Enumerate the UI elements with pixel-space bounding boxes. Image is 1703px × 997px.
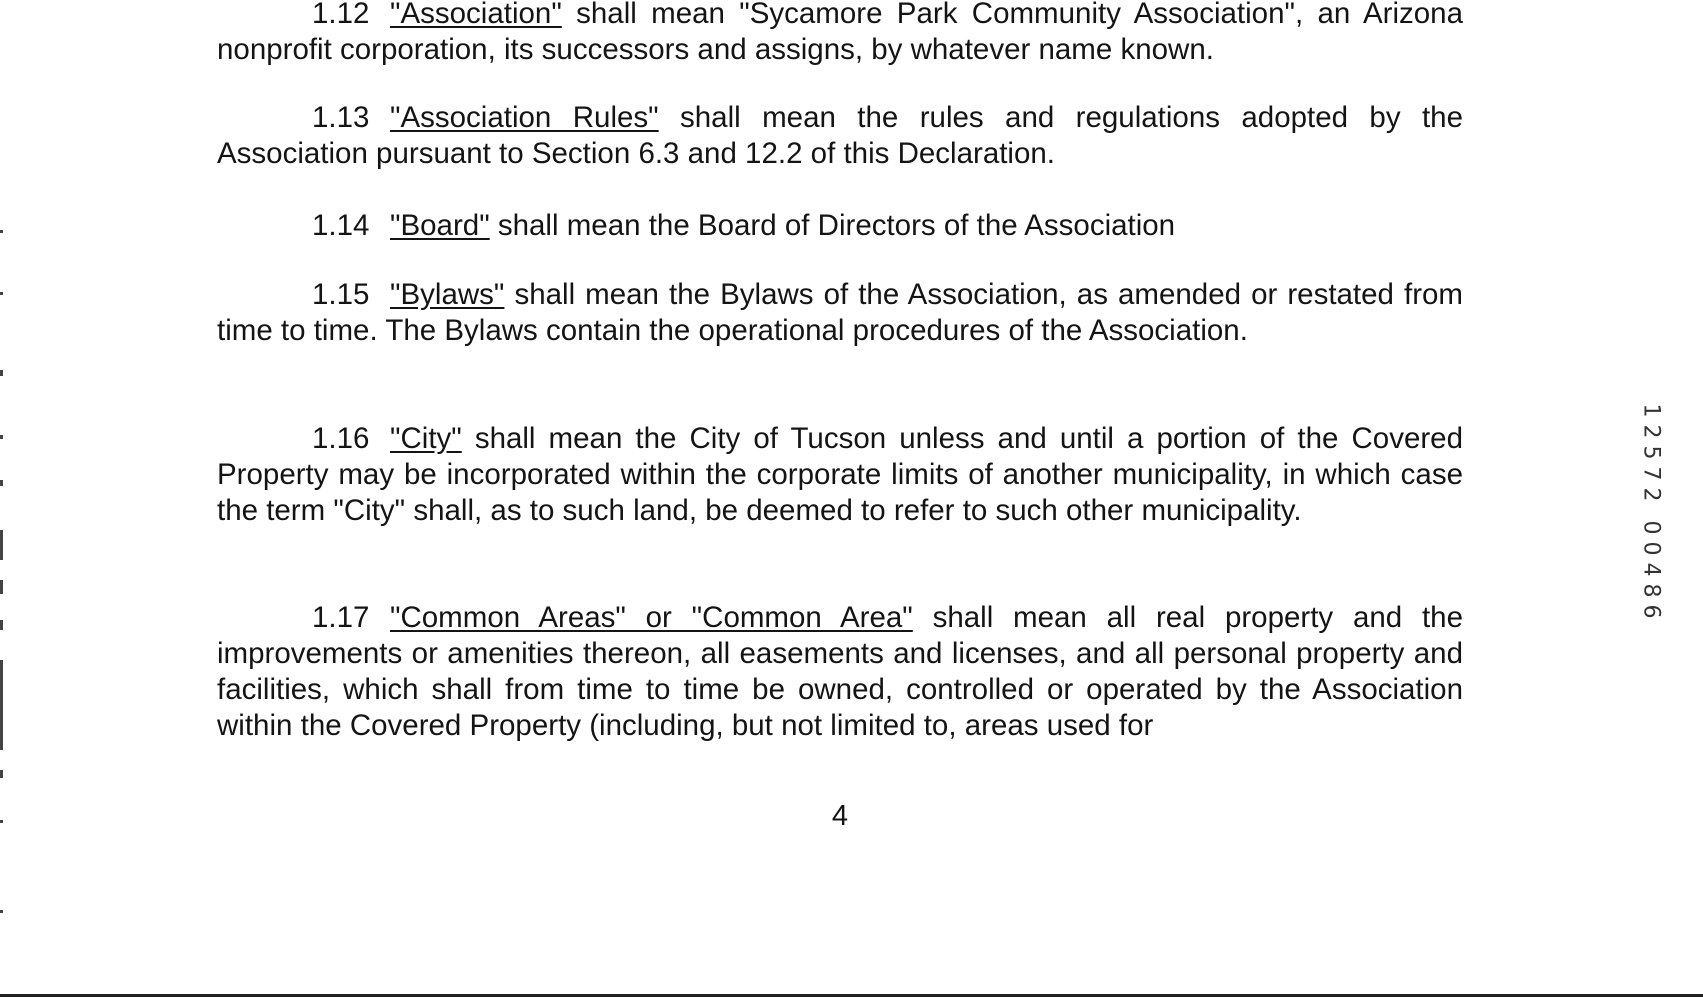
definition-1-13 xyxy=(217,100,1463,172)
definition-text: shall mean the Bylaws of the Association, as amended or restated from time to time. The Bylaws contain the operational procedures of the Association. xyxy=(217,278,1463,347)
defined-term: "Board" xyxy=(390,209,490,242)
stamp-digit: 2 xyxy=(1638,424,1664,439)
section-number: 1.16 xyxy=(312,422,370,455)
defined-term: "Association" xyxy=(390,0,562,30)
section-number: 1.17 xyxy=(312,601,370,634)
definition-text: shall mean the rules and regulations adopted by the Association pursuant to Section 6.3 and 12.2 of this Declaration. xyxy=(217,101,1463,170)
stamp-digit: 1 xyxy=(1638,403,1664,418)
stamp-digit: 2 xyxy=(1638,487,1664,502)
stamp-digit: 0 xyxy=(1638,541,1664,556)
scan-edge-marks xyxy=(0,230,4,990)
defined-term: "City" xyxy=(390,422,462,455)
stamp-digit: 6 xyxy=(1638,604,1664,619)
defined-term: "Bylaws" xyxy=(390,278,505,311)
defined-term: "Association Rules" xyxy=(390,101,659,134)
definition-1-15 xyxy=(217,277,1463,349)
defined-term: "Common Areas" or "Common Area" xyxy=(390,601,913,634)
recording-stamp xyxy=(1638,400,1664,622)
stamp-digit: 0 xyxy=(1638,520,1664,535)
stamp-digit: 8 xyxy=(1638,583,1664,598)
definition-text: shall mean the Board of Directors of the Association xyxy=(489,209,1176,242)
page-number: 4 xyxy=(831,800,849,832)
section-number: 1.13 xyxy=(312,101,370,134)
section-number: 1.15 xyxy=(312,278,370,311)
definition-1-16 xyxy=(217,421,1463,529)
stamp-digit: 4 xyxy=(1638,562,1664,577)
recording-docket xyxy=(1638,400,1664,505)
stamp-digit: 7 xyxy=(1638,466,1664,481)
definition-1-17 xyxy=(217,600,1463,744)
definition-1-12 xyxy=(217,0,1463,68)
definition-1-14 xyxy=(217,208,1463,244)
definition-text: shall mean "Sycamore Park Community Association", an Arizona nonprofit corporation, its successors and assigns, by whatever name known. xyxy=(217,0,1463,66)
definition-text: shall mean the City of Tucson unless and until a portion of the Covered Property may be incorporated within the corporate limits of another municipality, in which case the term "City" shall, as to such land, be deemed to refer to such other municipality. xyxy=(217,422,1463,527)
recording-page xyxy=(1638,517,1664,622)
definition-text: shall mean all real property and the improvements or amenities thereon, all easements and licenses, and all personal property and facilities, which shall from time to time be owned, controlled or operated by the Association within the Covered Property (including, but not limited to, areas used for xyxy=(217,601,1463,742)
section-number: 1.14 xyxy=(312,209,370,242)
section-number: 1.12 xyxy=(312,0,370,30)
stamp-digit: 5 xyxy=(1638,445,1664,460)
